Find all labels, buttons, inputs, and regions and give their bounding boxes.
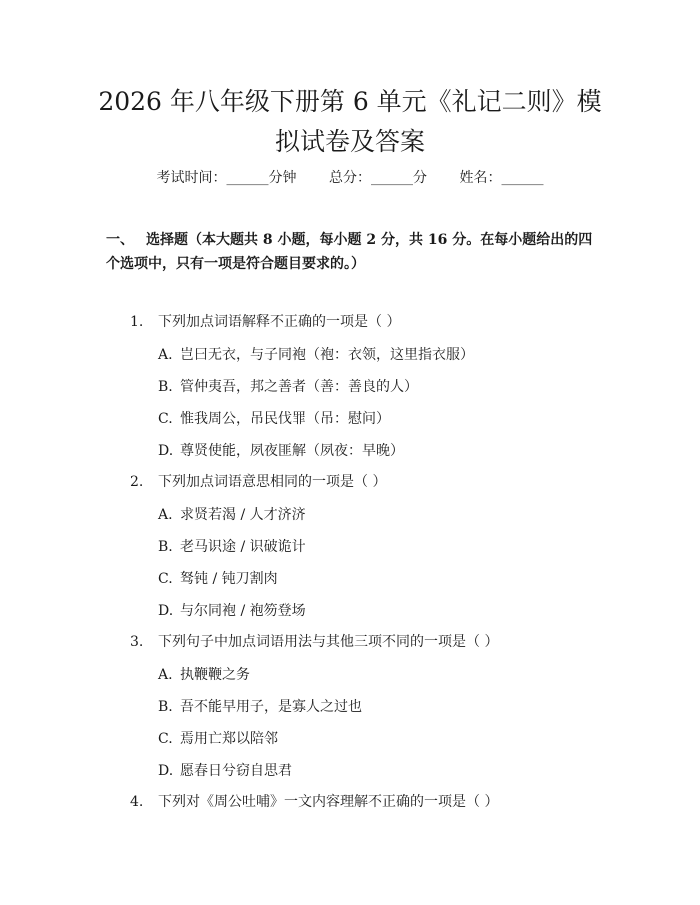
exam-meta [0,168,700,188]
option-label: B. [158,379,173,395]
option-text: 吾不能早用子，是寡人之过也 [180,699,362,715]
question-number: 1. [130,314,144,330]
question-2 [130,472,610,492]
question-stem: 下列加点词语意思相同的一项是（ ） [158,474,387,490]
question-stem: 下列句子中加点词语用法与其他三项不同的一项是（ ） [158,634,499,650]
option-2d [158,601,598,621]
option-text: 与尔同袍 / 袍笏登场 [180,603,306,619]
option-1c [158,409,598,429]
option-1a [158,345,598,365]
option-2c [158,569,598,589]
option-3c [158,729,598,749]
option-label: D. [158,603,174,619]
question-3 [130,632,610,652]
section-number: 一、 [106,232,134,248]
option-3a [158,665,598,685]
option-label: C. [158,731,173,747]
option-label: A. [158,667,173,683]
option-3d [158,761,598,781]
option-label: A. [158,507,173,523]
question-number: 3. [130,634,144,650]
option-text: 愿春日兮窃自思君 [180,763,292,779]
option-label: B. [158,539,173,555]
page-title: 2026 年八年级下册第 6 单元《礼记二则》模拟试卷及答案 [98,87,602,156]
option-text: 焉用亡郑以陪邻 [180,731,278,747]
question-number: 2. [130,474,144,490]
question-number: 4. [130,794,144,810]
option-text: 老马识途 / 识破诡计 [180,539,306,555]
option-2b [158,537,598,557]
question-1 [130,312,610,332]
option-label: D. [158,763,174,779]
exam-time-field: 考试时间：______分钟 [156,170,297,186]
option-2a [158,505,598,525]
option-text: 惟我周公，吊民伐罪（吊：慰问） [180,411,390,427]
option-3b [158,697,598,717]
option-1b [158,377,598,397]
student-name-field: 姓名：______ [459,170,544,186]
total-score-field: 总分：______分 [329,170,427,186]
option-label: C. [158,571,173,587]
option-1d [158,441,598,461]
option-text: 岂曰无衣，与子同袍（袍：衣领，这里指衣服） [180,347,474,363]
option-label: B. [158,699,173,715]
option-text: 管仲夷吾，邦之善者（善：善良的人） [180,379,418,395]
question-stem: 下列对《周公吐哺》一文内容理解不正确的一项是（ ） [158,794,499,810]
option-text: 求贤若渴 / 人才济济 [180,507,306,523]
section-instructions: 选择题（本大题共 8 小题，每小题 2 分，共 16 分。在每小题给出的四个选项中，只有一项是符合题目要求的。） [106,232,593,272]
option-label: A. [158,347,173,363]
question-stem: 下列加点词语解释不正确的一项是（ ） [158,314,401,330]
option-text: 驽钝 / 钝刀割肉 [180,571,278,587]
option-label: D. [158,443,174,459]
option-label: C. [158,411,173,427]
question-4 [130,792,610,812]
option-text: 执鞭鞭之务 [180,667,250,683]
section-heading [106,228,606,276]
option-text: 尊贤使能，夙夜匪解（夙夜：早晚） [180,443,404,459]
